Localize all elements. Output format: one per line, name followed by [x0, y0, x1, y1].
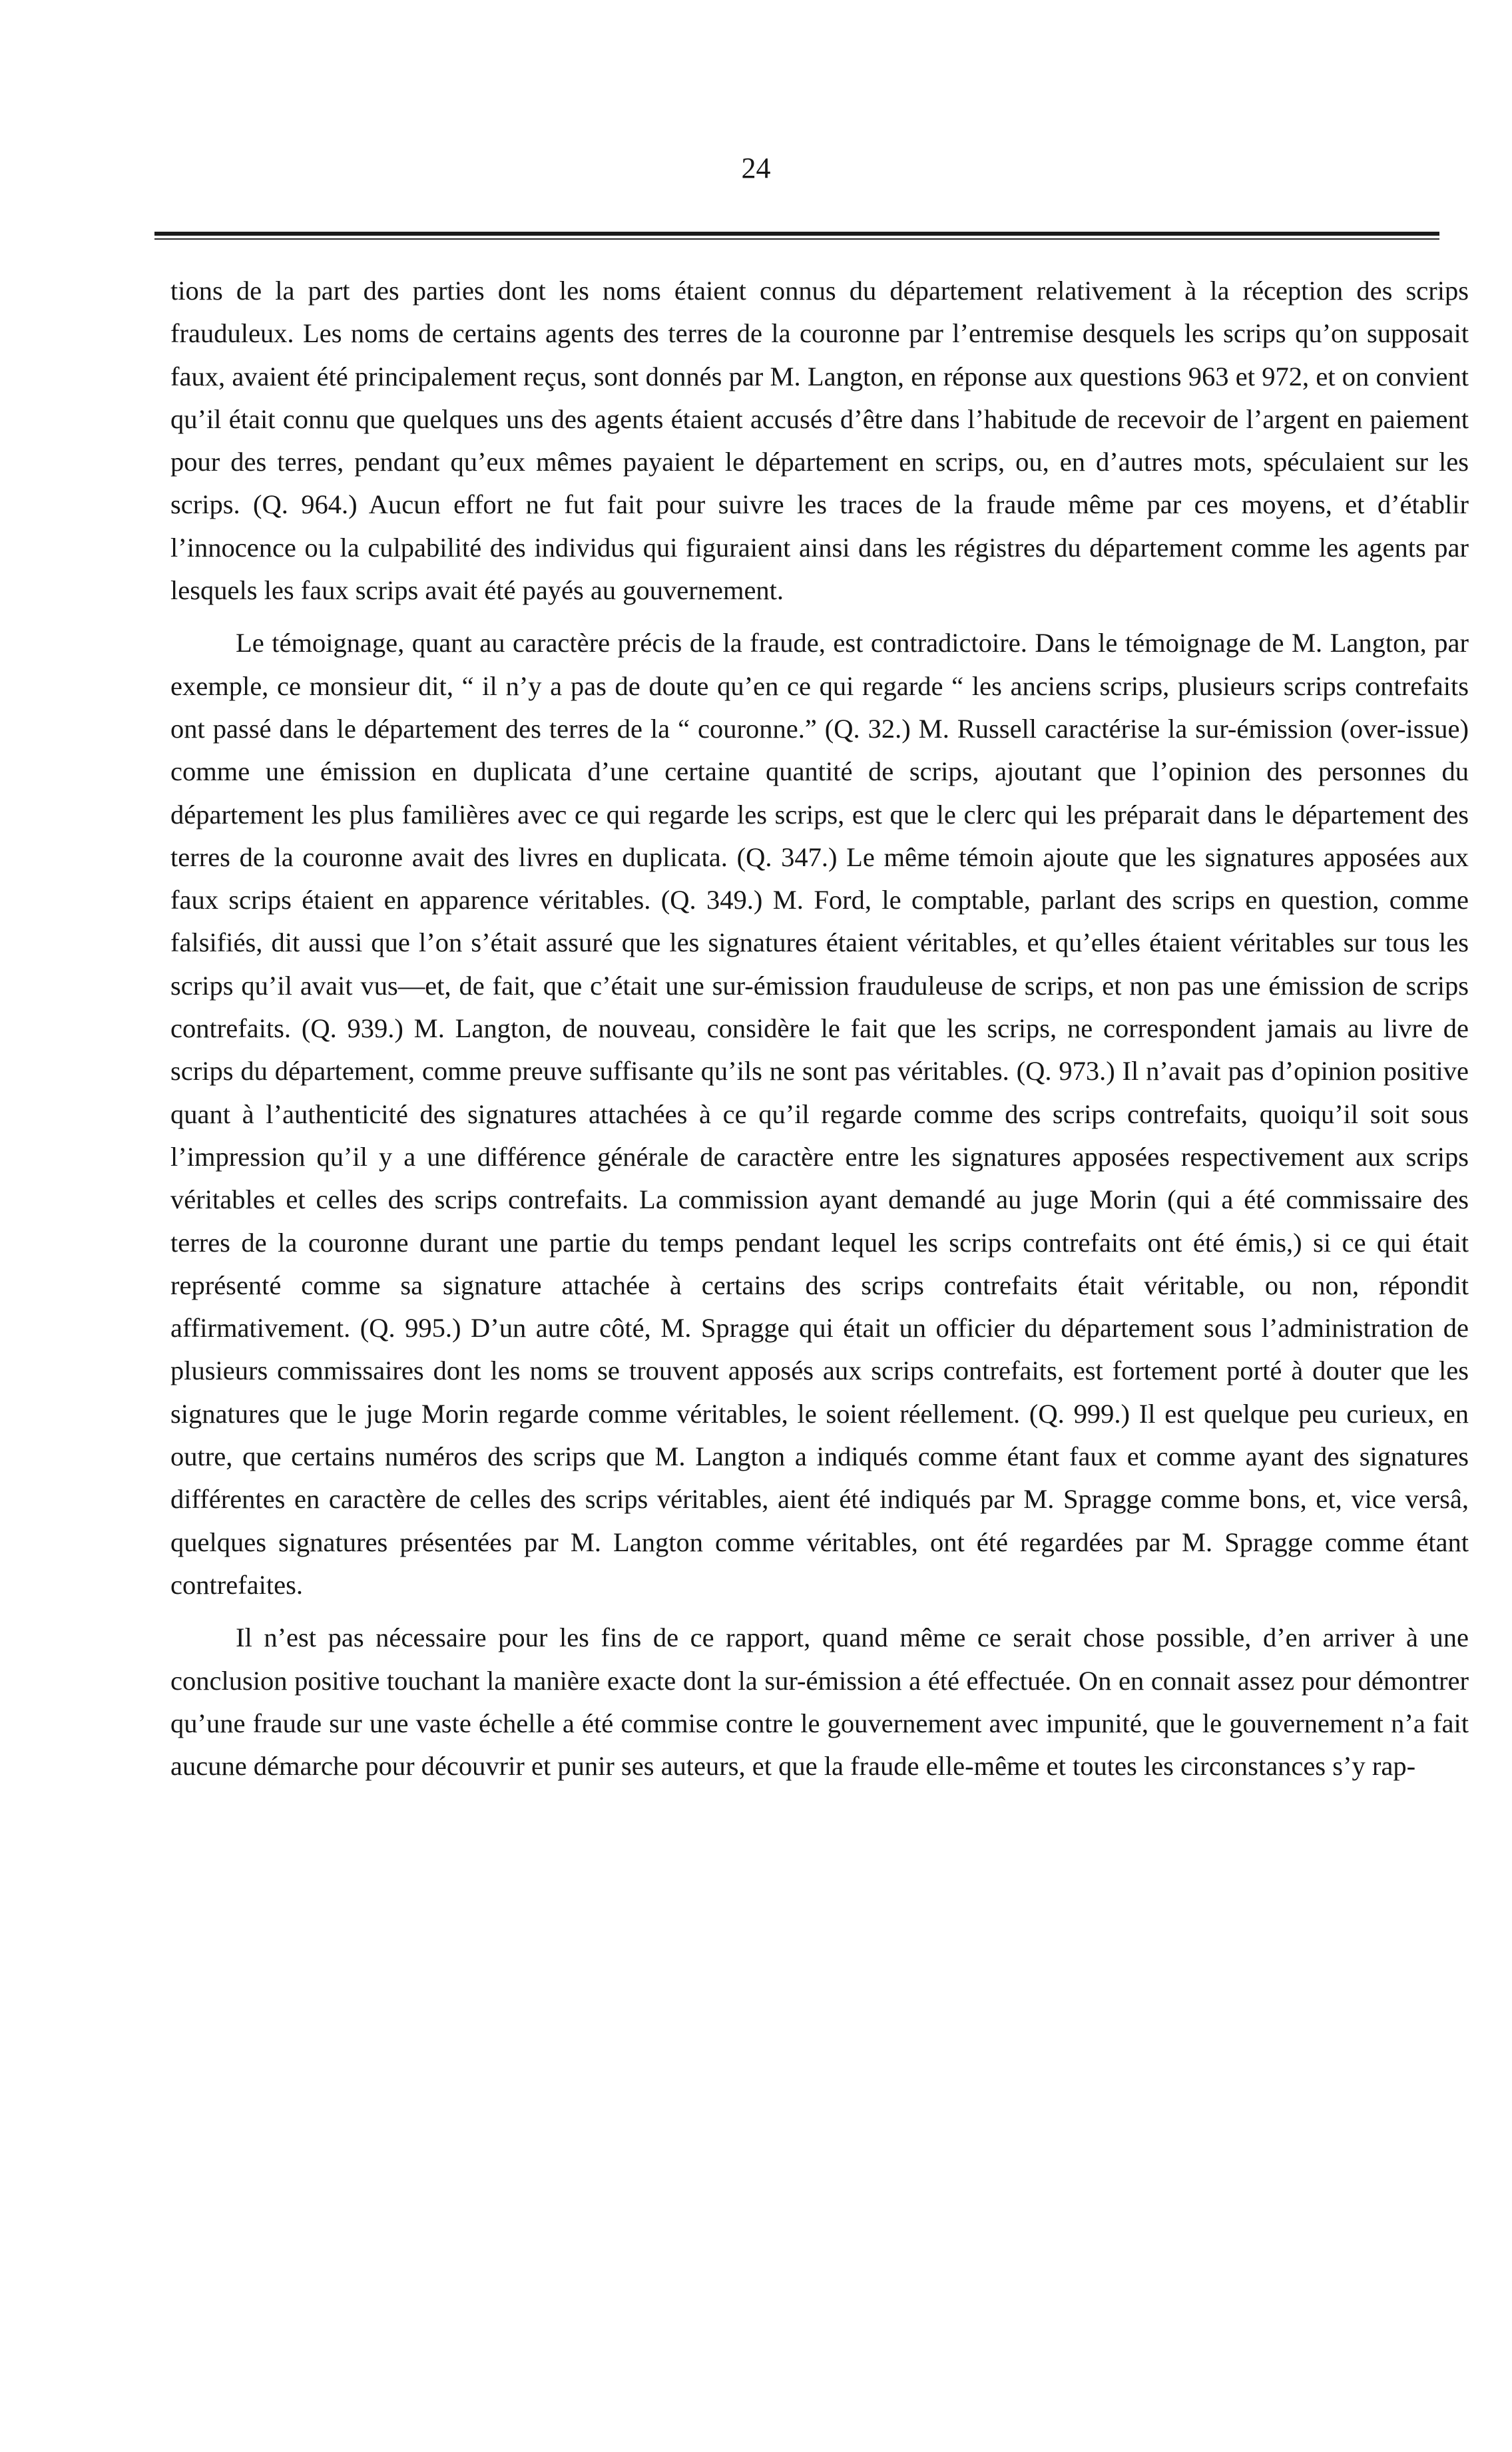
- paragraph: Il n’est pas nécessaire pour les fins de ce rapport, quand même ce serait chose possible, d’en arriver à une conclusion positive touchant la manière exacte dont la sur-émission a été effectuée. On en connait assez pour démontrer qu’une fraude sur une vaste échelle a été commise contre le gouvernement avec impunité, que le gouvernement n’a fait aucune démarche pour découvrir et punir ses auteurs, et que la fraude elle-même et toutes les circonstances s’y rap-: [170, 1622, 1469, 1782]
- paragraph: Le témoignage, quant au caractère précis de la fraude, est contradictoire. Dans le témoignage de M. Langton, par exemple, ce monsieur dit, “ il n’y a pas de doute qu’en ce qui regarde “ les anciens scrips, plusieurs scrips contrefaits ont passé dans le département des terres de la “ couronne.” (Q. 32.) M. Russell caractérise la sur-émission (over-issue) comme une émission en duplicata d’une certaine quantité de scrips, ajoutant que l’opinion des personnes du département les plus familières avec ce qui regarde les scrips, est que le clerc qui les préparait dans le département des terres de la couronne avait des livres en duplicata. (Q. 347.) Le même témoin ajoute que les signatures apposées aux faux scrips étaient en apparence véritables. (Q. 349.) M. Ford, le comptable, parlant des scrips en question, comme falsifiés, dit aussi que l’on s’était assuré que les signatures étaient véritables, et qu’elles étaient véritables sur tous les scrips qu’il avait vus—et, de fait, que c’était une sur-émission frauduleuse de scrips, et non pas une émission de scrips contrefaits. (Q. 939.) M. Langton, de nouveau, considère le fait que les scrips, ne correspondent jamais au livre de scrips du département, comme preuve suffisante qu’ils ne sont pas véritables. (Q. 973.) Il n’avait pas d’opinion positive quant à l’authenticité des signatures attachées à ce qu’il regarde comme des scrips contrefaits, quoiqu’il soit sous l’impression qu’il y a une différence générale de caractère entre les signatures apposées respectivement aux scrips véritables et celles des scrips contrefaits. La commission ayant demandé au juge Morin (qui a été commissaire des terres de la couronne durant une partie du temps pendant lequel les scrips contrefaits ont été émis,) si ce qui était représenté comme sa signature attachée à certains des scrips contrefaits était véritable, ou non, répondit affirmativement. (Q. 995.) D’un autre côté, M. Spragge qui était un officier du département sous l’administration de plusieurs commissaires dont les noms se trouvent apposés aux scrips contrefaits, est fortement porté à douter que les signatures que le juge Morin regarde comme véritables, le soient réellement. (Q. 999.) Il est quelque peu curieux, en outre, que certains numéros des scrips que M. Langton a indiqués comme étant faux et comme ayant des signatures différentes en caractère de celles des scrips véritables, aient été indiqués par M. Spragge comme bons, et, vice versâ, quelques signatures présentées par M. Langton comme véritables, ont été regardées par M. Spragge comme étant contrefaites.: [170, 628, 1469, 1600]
- body-text: [170, 270, 1469, 1788]
- header-rule-thin: [154, 238, 1439, 240]
- header-rule-thick: [154, 232, 1439, 236]
- paragraph: tions de la part des parties dont les noms étaient connus du département relativement à la réception des scrips frauduleux. Les noms de certains agents des terres de la couronne par l’entremise desquels les scrips qu’on supposait faux, avaient été principalement reçus, sont donnés par M. Langton, en réponse aux questions 963 et 972, et on convient qu’il était connu que quelques uns des agents étaient accusés d’être dans l’habitude de recevoir de l’argent en paiement pour des terres, pendant qu’eux mêmes payaient le département en scrips, ou, en d’autres mots, spéculaient sur les scrips. (Q. 964.) Aucun effort ne fut fait pour suivre les traces de la fraude même par ces moyens, et d’établir l’innocence ou la culpabilité des individus qui figuraient ainsi dans les régistres du département comme les agents par lesquels les faux scrips avait été payés au gouvernement.: [170, 276, 1469, 606]
- page-number: 24: [741, 152, 771, 184]
